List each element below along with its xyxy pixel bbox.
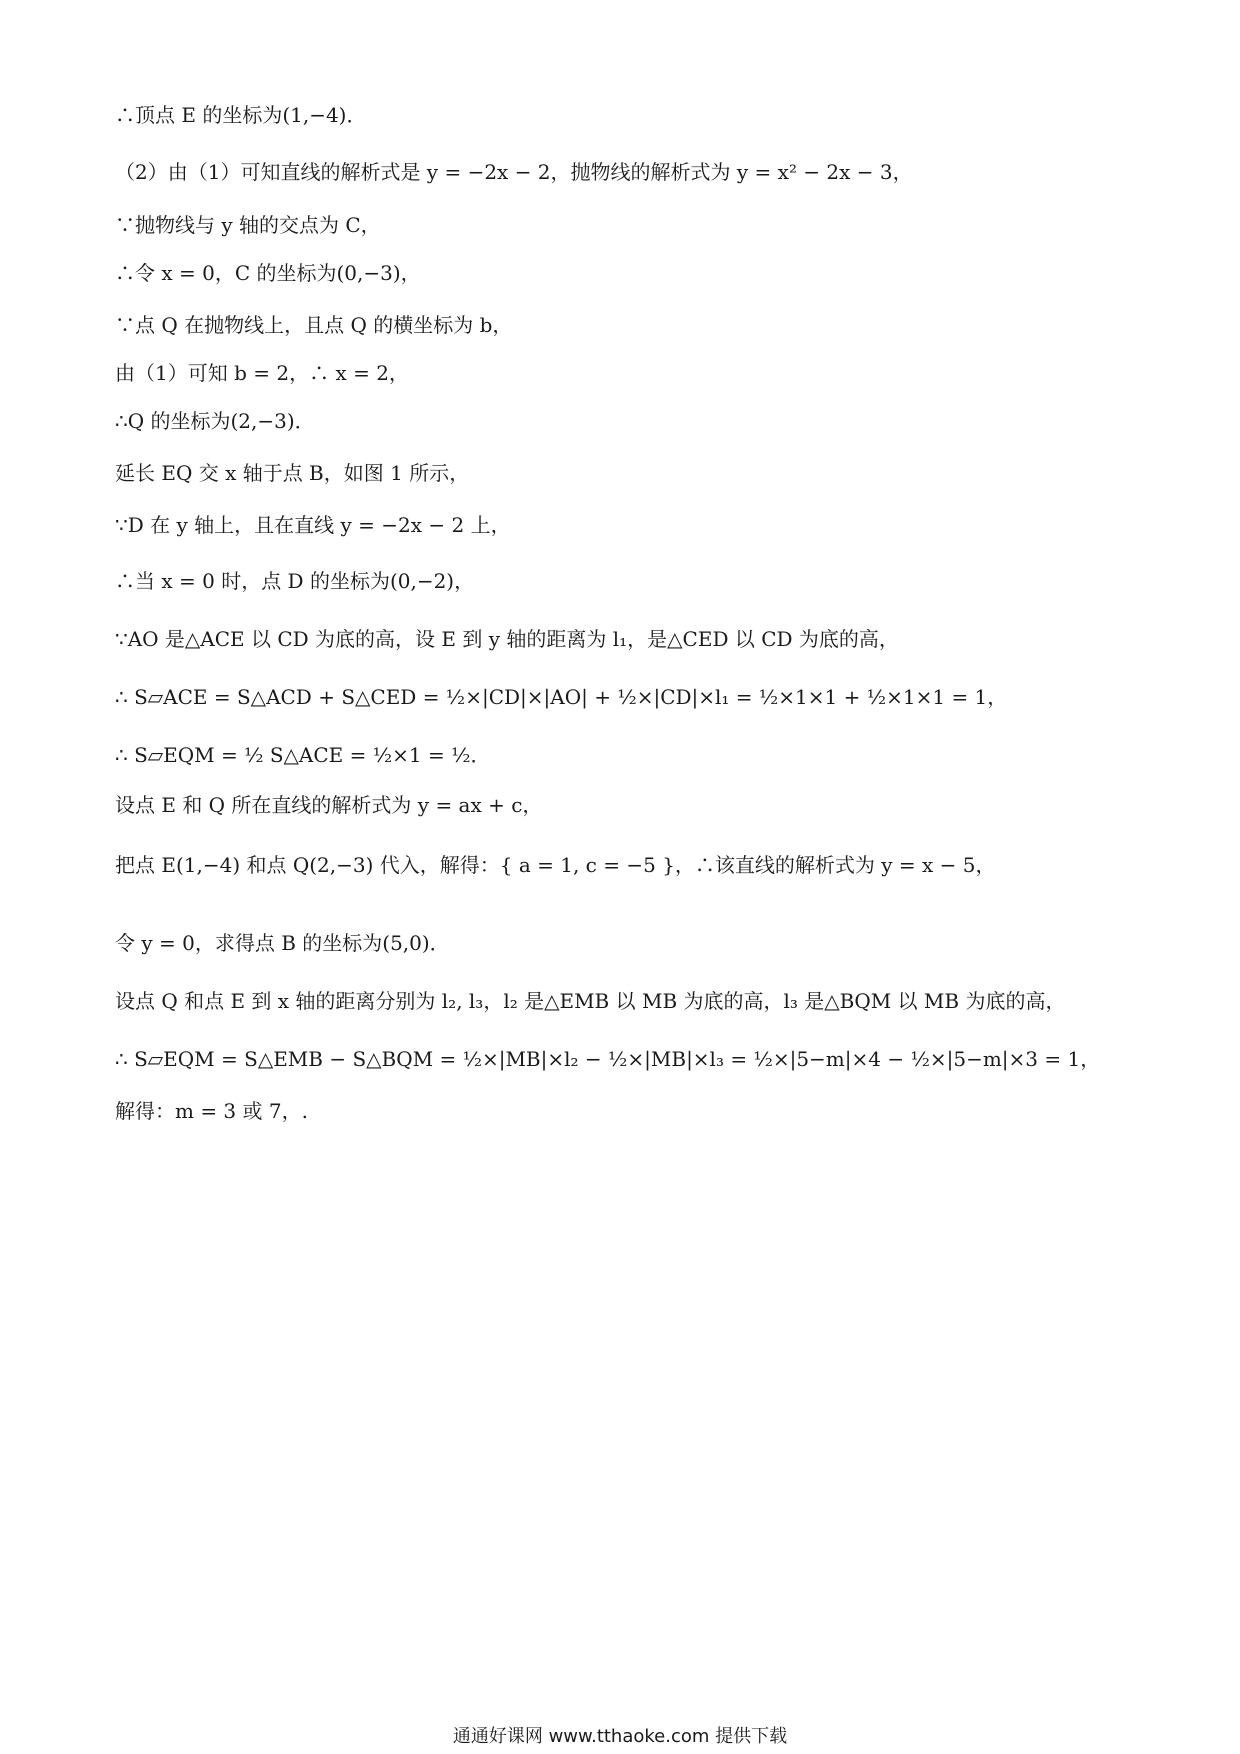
text-line: ∵AO 是△ACE 以 CD 为底的高，设 E 到 y 轴的距离为 l₁，是△CED 以 CD 为底的高， <box>115 627 899 651</box>
page-footer: 通通好课网 www.tthaoke.com 提供下载 <box>452 1726 788 1747</box>
text-line: （2）由（1）可知直线的解析式是 y = −2x − 2，抛物线的解析式为 y = x² − 2x − 3， <box>115 160 913 184</box>
text-line: ∴Q 的坐标为(2,−3)． <box>115 409 315 433</box>
text-line: ∴ S▱EQM = ½ S△ACE = ½×1 = ½． <box>115 743 491 767</box>
text-line: 令 y = 0，求得点 B 的坐标为(5,0)． <box>115 931 450 955</box>
text-line: ∵点 Q 在抛物线上，且点 Q 的横坐标为 b， <box>115 313 513 337</box>
text-line: 设点 E 和 Q 所在直线的解析式为 y = ax + c， <box>115 793 543 817</box>
text-line: ∵抛物线与 y 轴的交点为 C， <box>115 213 381 237</box>
text-line: ∴ S▱ACE = S△ACD + S△CED = ½×|CD|×|AO| + ½×|CD|×l₁ = ½×1×1 + ½×1×1 = 1， <box>115 685 1008 709</box>
text-line: ∵D 在 y 轴上，且在直线 y = −2x − 2 上， <box>115 513 511 537</box>
text-line: ∴令 x = 0，C 的坐标为(0,−3)， <box>115 261 421 285</box>
text-line: ∴当 x = 0 时，点 D 的坐标为(0,−2)， <box>115 569 475 593</box>
text-line: 解得：m = 3 或 7，. <box>115 1099 308 1123</box>
text-line: 由（1）可知 b = 2，∴ x = 2， <box>115 361 409 385</box>
text-line: ∴ S▱EQM = S△EMB − S△BQM = ½×|MB|×l₂ − ½×|MB|×l₃ = ½×|5−m|×4 − ½×|5−m|×3 = 1， <box>115 1047 1101 1071</box>
text-line: 设点 Q 和点 E 到 x 轴的距离分别为 l₂, l₃，l₂ 是△EMB 以 MB 为底的高，l₃ 是△BQM 以 MB 为底的高， <box>115 989 1066 1013</box>
text-line: 把点 E(1,−4) 和点 Q(2,−3) 代入，解得：{ a = 1, c = −5 }，∴该直线的解析式为 y = x − 5， <box>115 853 996 877</box>
text-line: 延长 EQ 交 x 轴于点 B，如图 1 所示， <box>115 461 470 485</box>
text-line: ∴顶点 E 的坐标为(1,−4)． <box>115 103 367 127</box>
